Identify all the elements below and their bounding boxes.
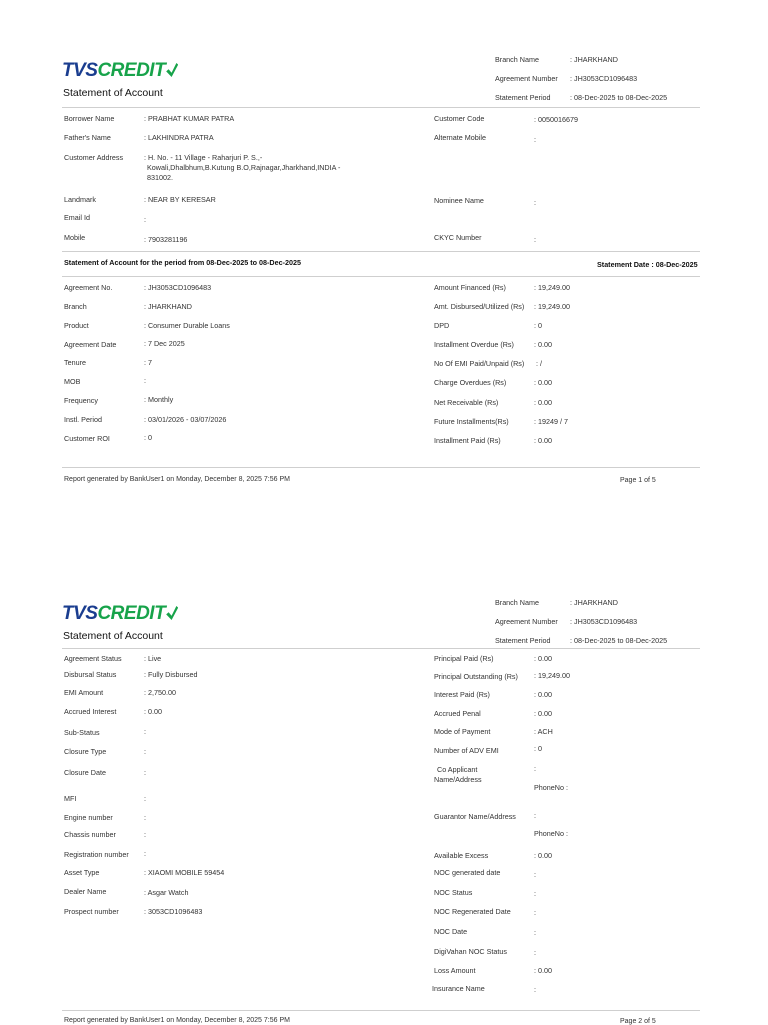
field-value: Kowali,Dhalbhum,B.Kutung B.O,Rajnagar,Jharkhand,INDIA - xyxy=(147,163,341,172)
field-value: : / xyxy=(536,359,542,368)
field-label: Interest Paid (Rs) xyxy=(434,690,490,699)
field-value: : 7903281196 xyxy=(144,235,188,244)
field-label: Co Applicant xyxy=(437,765,478,774)
field-label: Closure Date xyxy=(64,768,106,777)
divider xyxy=(62,648,700,649)
field-label: EMI Amount xyxy=(64,688,104,697)
header-label: Branch Name xyxy=(495,55,539,64)
header-value: : JH3053CD1096483 xyxy=(570,617,638,626)
header-label: Statement Period xyxy=(495,636,551,645)
field-label: Insurance Name xyxy=(432,984,485,993)
field-label: Asset Type xyxy=(64,868,100,877)
field-value: : xyxy=(144,215,146,224)
field-value: : xyxy=(534,908,536,917)
field-label: MFI xyxy=(64,794,77,803)
field-label: Engine number xyxy=(64,813,113,822)
field-label: Accrued Interest xyxy=(64,707,117,716)
field-value: : PRABHAT KUMAR PATRA xyxy=(144,114,235,123)
field-value: : Fully Disbursed xyxy=(144,670,198,679)
field-label: Father's Name xyxy=(64,133,111,142)
field-label: NOC generated date xyxy=(434,868,501,877)
field-label: Registration number xyxy=(64,850,129,859)
field-label: Closure Type xyxy=(64,747,107,756)
field-label: Mobile xyxy=(64,233,86,242)
field-value: : ACH xyxy=(534,727,553,736)
field-label: Dealer Name xyxy=(64,887,107,896)
field-value: : xyxy=(534,198,536,207)
field-label: Installment Overdue (Rs) xyxy=(434,340,514,349)
field-value: : 0.00 xyxy=(144,707,162,716)
field-value: : H. No. - 11 Village - Raharjuri P. S.,- xyxy=(144,153,263,162)
field-value: : xyxy=(144,849,146,858)
divider xyxy=(62,276,700,277)
field-value: : xyxy=(534,870,536,879)
field-value: : 0.00 xyxy=(534,709,552,718)
field-value: : xyxy=(144,727,146,736)
field-value: : 0.00 xyxy=(534,654,552,663)
field-label: Sub-Status xyxy=(64,728,100,737)
field-value: : 19,249.00 xyxy=(534,302,570,311)
field-label: Prospect number xyxy=(64,907,119,916)
divider xyxy=(62,1010,700,1011)
field-value: : 0 xyxy=(534,321,542,330)
field-label: Tenure xyxy=(64,358,86,367)
field-label: Nominee Name xyxy=(434,196,484,205)
field-label: NOC Date xyxy=(434,927,468,936)
field-label: DPD xyxy=(434,321,450,330)
field-value: : xyxy=(534,235,536,244)
field-value: : xyxy=(534,889,536,898)
field-label: Name/Address xyxy=(434,775,482,784)
field-value: : Asgar Watch xyxy=(144,888,189,897)
field-label: Number of ADV EMI xyxy=(434,746,499,755)
field-value: : 0.00 xyxy=(534,690,552,699)
field-label: Amt. Disbursed/Utilized (Rs) xyxy=(434,302,525,311)
field-value: 831002. xyxy=(147,173,173,182)
field-label: Future Installments(Rs) xyxy=(434,417,509,426)
divider xyxy=(62,251,700,252)
field-label: Alternate Mobile xyxy=(434,133,486,142)
field-label: Customer Address xyxy=(64,153,124,162)
field-value: : xyxy=(144,830,146,839)
field-label: Agreement Date xyxy=(64,340,117,349)
field-value: : Live xyxy=(144,654,162,663)
field-value: : xyxy=(144,376,146,385)
field-value: : XIAOMI MOBILE 59454 xyxy=(144,868,225,877)
field-value: : 2,750.00 xyxy=(144,688,176,697)
field-value: : Consumer Durable Loans xyxy=(144,321,230,330)
header-label: Agreement Number xyxy=(495,617,558,626)
field-label: Charge Overdues (Rs) xyxy=(434,378,507,387)
field-value: : 7 xyxy=(144,358,152,367)
field-value: : 0050016679 xyxy=(534,115,578,124)
field-value: : xyxy=(144,747,146,756)
tvs-credit-logo: TVSCREDIT xyxy=(62,60,178,82)
header-label: Agreement Number xyxy=(495,74,558,83)
check-icon xyxy=(166,63,178,77)
field-value: PhoneNo : xyxy=(534,829,568,838)
field-label: DigiVahan NOC Status xyxy=(434,947,507,956)
header-value: : 08-Dec-2025 to 08-Dec-2025 xyxy=(570,93,668,102)
field-value: : 0.00 xyxy=(534,436,552,445)
field-label: Agreement No. xyxy=(64,283,113,292)
field-label: Chassis number xyxy=(64,830,116,839)
field-value: : JHARKHAND xyxy=(144,302,192,311)
field-label: Customer ROI xyxy=(64,434,110,443)
page-number: Page 2 of 5 xyxy=(620,1018,656,1025)
field-value: : 0.00 xyxy=(534,340,552,349)
field-label: Agreement Status xyxy=(64,654,122,663)
field-value: : 19249 / 7 xyxy=(534,417,568,426)
field-label: Guarantor Name/Address xyxy=(434,812,516,821)
field-value: : xyxy=(534,135,536,144)
field-value: : xyxy=(534,928,536,937)
field-value: : xyxy=(144,768,146,777)
field-label: Loss Amount xyxy=(434,966,476,975)
header-value: : 08-Dec-2025 to 08-Dec-2025 xyxy=(570,636,668,645)
header-label: Statement Period xyxy=(495,93,551,102)
field-value: : xyxy=(534,985,536,994)
field-label: NOC Regenerated Date xyxy=(434,907,511,916)
field-value: : xyxy=(534,764,536,773)
period-title: Statement of Account for the period from 08-Dec-2025 to 08-Dec-2025 xyxy=(64,258,301,267)
field-value: : 19,249.00 xyxy=(534,671,570,680)
field-value: : Monthly xyxy=(144,395,174,404)
field-label: Landmark xyxy=(64,195,96,204)
page-number: Page 1 of 5 xyxy=(620,477,656,484)
field-label: No Of EMI Paid/Unpaid (Rs) xyxy=(434,359,525,368)
header-label: Branch Name xyxy=(495,598,539,607)
field-value: : 3053CD1096483 xyxy=(144,907,203,916)
field-value: : NEAR BY KERESAR xyxy=(144,195,216,204)
report-footer: Report generated by BankUser1 on Monday, December 8, 2025 7:56 PM xyxy=(64,476,290,483)
field-value: PhoneNo : xyxy=(534,783,568,792)
field-label: Product xyxy=(64,321,89,330)
field-label: CKYC Number xyxy=(434,233,482,242)
field-label: Installment Paid (Rs) xyxy=(434,436,501,445)
field-label: Available Excess xyxy=(434,851,489,860)
field-label: Instl. Period xyxy=(64,415,102,424)
field-label: Mode of Payment xyxy=(434,727,491,736)
tvs-credit-logo: TVSCREDIT xyxy=(62,603,178,625)
header-value: : JHARKHAND xyxy=(570,598,618,607)
field-label: Principal Paid (Rs) xyxy=(434,654,494,663)
field-value: : JH3053CD1096483 xyxy=(144,283,212,292)
page-title: Statement of Account xyxy=(63,87,163,99)
field-value: : xyxy=(534,948,536,957)
divider xyxy=(62,467,700,468)
page-title: Statement of Account xyxy=(63,630,163,642)
field-value: : 0 xyxy=(144,433,152,442)
field-label: Email Id xyxy=(64,213,90,222)
field-value: : 0 xyxy=(534,744,542,753)
statement-date: Statement Date : 08-Dec-2025 xyxy=(597,260,698,269)
field-value: : xyxy=(144,794,146,803)
field-value: : 19,249.00 xyxy=(534,283,570,292)
field-value: : xyxy=(534,811,536,820)
field-label: Principal Outstanding (Rs) xyxy=(434,672,518,681)
field-label: Accrued Penal xyxy=(434,709,481,718)
field-label: NOC Status xyxy=(434,888,473,897)
field-label: Customer Code xyxy=(434,114,485,123)
divider xyxy=(62,107,700,108)
field-value: : 0.00 xyxy=(534,378,552,387)
field-label: MOB xyxy=(64,377,81,386)
field-label: Branch xyxy=(64,302,87,311)
field-label: Amount Financed (Rs) xyxy=(434,283,506,292)
field-value: : xyxy=(144,813,146,822)
header-value: : JHARKHAND xyxy=(570,55,618,64)
field-value: : 0.00 xyxy=(534,398,552,407)
field-label: Net Receivable (Rs) xyxy=(434,398,499,407)
report-footer: Report generated by BankUser1 on Monday, December 8, 2025 7:56 PM xyxy=(64,1017,290,1024)
field-label: Borrower Name xyxy=(64,114,115,123)
field-value: : 7 Dec 2025 xyxy=(144,339,185,348)
header-value: : JH3053CD1096483 xyxy=(570,74,638,83)
field-value: : 0.00 xyxy=(534,966,552,975)
field-label: Frequency xyxy=(64,396,98,405)
field-value: : 03/01/2026 - 03/07/2026 xyxy=(144,415,227,424)
check-icon xyxy=(166,606,178,620)
field-value: : LAKHINDRA PATRA xyxy=(144,133,214,142)
field-value: : 0.00 xyxy=(534,851,552,860)
field-label: Disbursal Status xyxy=(64,670,117,679)
